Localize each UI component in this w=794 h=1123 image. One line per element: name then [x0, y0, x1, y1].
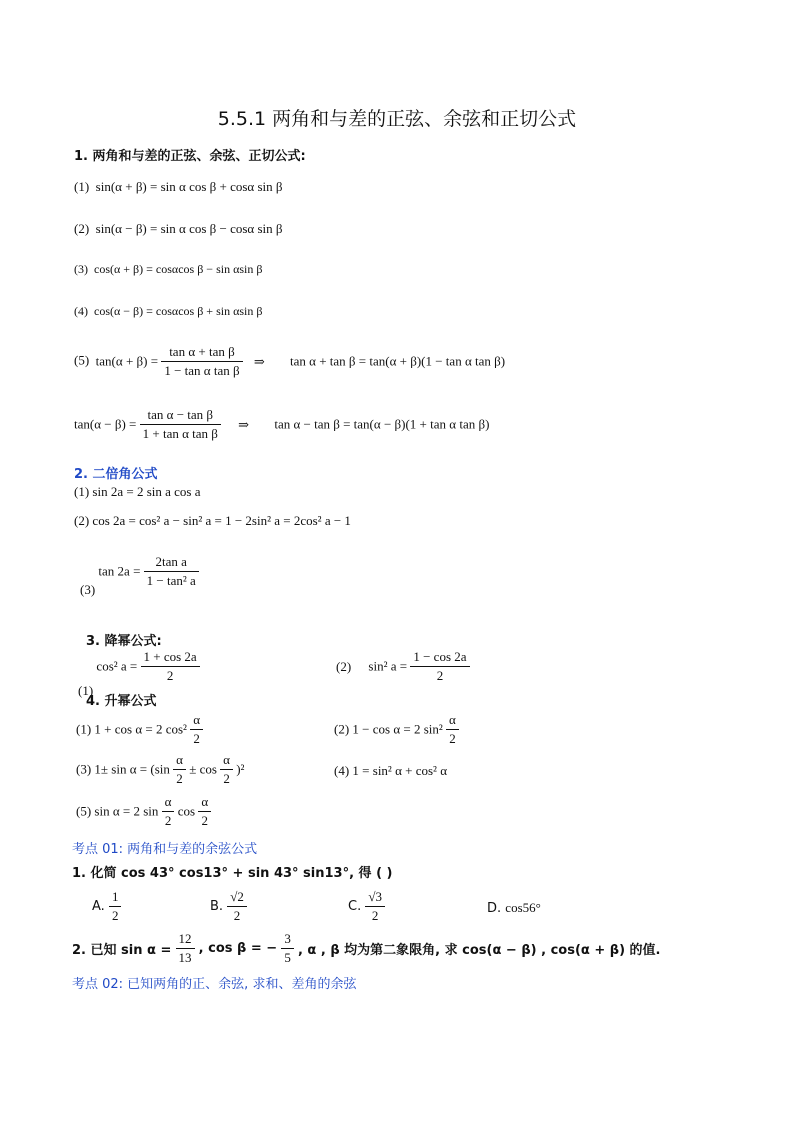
option-a	[92, 888, 121, 925]
numerator: 1	[109, 888, 122, 907]
formula-label: (2)	[74, 513, 90, 528]
denominator: 1 + tan α tan β	[142, 426, 218, 441]
denominator: 2	[233, 908, 241, 923]
formula-text: sin 2a = 2 sin a cos a	[92, 484, 201, 499]
formula-text: )²	[236, 761, 245, 777]
fraction	[140, 406, 221, 443]
numerator: tan α − tan β	[140, 406, 221, 425]
formula-label: (2)	[336, 658, 352, 674]
fraction	[446, 711, 459, 748]
question-text: , cos β = −	[198, 941, 278, 956]
option-b	[210, 888, 247, 925]
formula-label: (2)	[334, 721, 350, 737]
formula-label: (3)	[80, 582, 96, 598]
option-label: B.	[210, 899, 224, 914]
formula-rhs: tan α + tan β = tan(α + β)(1 − tan α tan β)	[290, 353, 506, 369]
option-label: C.	[348, 899, 362, 914]
formula-tan-minus	[74, 406, 489, 443]
option-label: A.	[92, 899, 105, 914]
formula-text: 1± sin α = (sin	[94, 761, 170, 777]
formula-4-2	[334, 711, 459, 748]
formula-text: 1 − cos α = 2 sin²	[352, 721, 443, 737]
fraction	[161, 343, 242, 380]
formula-label: (2)	[74, 221, 90, 236]
fraction	[144, 553, 199, 590]
numerator: √3	[365, 888, 385, 907]
denominator: 2	[223, 771, 230, 786]
kaodian-02-heading: 考点 02: 已知两角的正、余弦, 求和、差角的余弦	[72, 977, 357, 992]
denominator: 2	[164, 813, 172, 828]
formula-3-2	[336, 648, 470, 685]
formula-text: cos(α + β) = cosαcos β − sin αsin β	[94, 262, 263, 276]
formula-text: cos	[177, 803, 196, 819]
denominator: 2	[166, 668, 174, 683]
formula-text: sin α = 2 sin	[94, 803, 159, 819]
denominator: 2	[201, 813, 208, 828]
fraction	[141, 648, 200, 685]
formula-4-5	[76, 793, 211, 830]
formula-2-3	[80, 553, 199, 598]
question-text: 2. 已知 sin α =	[72, 943, 172, 958]
denominator: 2	[176, 771, 183, 786]
question-2	[72, 930, 661, 967]
formula-label: (5)	[76, 803, 92, 819]
fraction	[281, 930, 294, 967]
formula-2-1	[74, 484, 200, 500]
numerator: α	[446, 711, 459, 730]
option-d	[487, 900, 541, 916]
question-1: 1. 化简 cos 43° cos13° + sin 43° sin13°, 得 ( )	[72, 866, 393, 881]
option-c	[348, 888, 385, 925]
formula-text: sin(α − β) = sin α cos β − cosα sin β	[95, 221, 283, 236]
formula-label: (4)	[74, 304, 88, 318]
implies-arrow: ⇒	[238, 416, 250, 432]
formula-text: ± cos	[189, 761, 217, 777]
fraction	[176, 930, 195, 967]
section-4-heading: 4. 升幂公式	[86, 694, 157, 709]
formula-text: cos 2a = cos² a − sin² a = 1 − 2sin² a = 2cos² a − 1	[92, 513, 351, 528]
formula-4-3	[76, 751, 244, 788]
denominator: 5	[284, 950, 291, 965]
formula-text: cos(α − β) = cosαcos β + sin αsin β	[94, 304, 263, 318]
denominator: 2	[193, 731, 200, 746]
numerator: √2	[227, 888, 247, 907]
numerator: α	[198, 793, 211, 812]
section-1-heading: 1. 两角和与差的正弦、余弦、正切公式:	[74, 149, 306, 164]
formula-label: (3)	[76, 761, 92, 777]
denominator: 1 − tan α tan β	[164, 363, 240, 378]
kaodian-01-heading: 考点 01: 两角和与差的余弦公式	[72, 842, 258, 857]
fraction	[220, 751, 233, 788]
formula-text: sin(α + β) = sin α cos β + cosα sin β	[95, 179, 283, 194]
fraction	[173, 751, 186, 788]
formula-text: 1 + cos α = 2 cos²	[94, 721, 187, 737]
formula-4-1	[76, 711, 203, 748]
formula-1-2	[74, 221, 283, 237]
fraction	[227, 888, 247, 925]
formula-label: (1)	[74, 179, 90, 194]
numerator: 12	[176, 930, 195, 949]
implies-arrow: ⇒	[253, 353, 265, 369]
formula-text: 1 = sin² α + cos² α	[352, 763, 448, 778]
fraction	[109, 888, 122, 925]
section-2-heading: 2. 二倍角公式	[74, 467, 158, 482]
numerator: α	[173, 751, 186, 770]
numerator: α	[190, 711, 203, 730]
formula-4-4	[334, 763, 447, 779]
fraction	[365, 888, 385, 925]
numerator: 2tan a	[144, 553, 199, 572]
formula-label: (1)	[78, 683, 94, 699]
formula-lhs: cos² a =	[96, 658, 138, 674]
numerator: α	[220, 751, 233, 770]
denominator: 2	[449, 731, 456, 746]
option-label: D.	[487, 901, 502, 916]
denominator: 2	[111, 908, 119, 923]
formula-label: (1)	[74, 484, 90, 499]
formula-label: (4)	[334, 763, 350, 778]
formula-1-1	[74, 179, 283, 195]
fraction	[162, 793, 175, 830]
formula-label: (3)	[74, 262, 88, 276]
numerator: tan α + tan β	[161, 343, 242, 362]
formula-label: (5)	[74, 352, 90, 368]
formula-label: (1)	[76, 721, 92, 737]
denominator: 2	[371, 908, 379, 923]
formula-1-4	[74, 304, 262, 319]
formula-1-3	[74, 262, 262, 277]
option-value: cos56°	[505, 900, 541, 915]
formula-3-1	[78, 648, 200, 699]
formula-lhs: sin² a =	[368, 658, 408, 674]
formula-lhs: tan(α + β) =	[95, 353, 159, 369]
numerator: 1 + cos 2a	[141, 648, 200, 667]
denominator: 13	[178, 950, 192, 965]
formula-tan-plus	[74, 343, 505, 380]
fraction	[198, 793, 211, 830]
formula-rhs: tan α − tan β = tan(α − β)(1 + tan α tan β)	[274, 416, 490, 432]
formula-lhs: tan(α − β) =	[74, 416, 137, 432]
fraction	[410, 648, 469, 685]
denominator: 2	[436, 668, 444, 683]
fraction	[190, 711, 203, 748]
formula-2-2	[74, 513, 351, 529]
section-3-heading: 3. 降幂公式:	[86, 634, 162, 649]
numerator: 3	[281, 930, 294, 949]
denominator: 1 − tan² a	[146, 573, 196, 588]
page-title: 5.5.1 两角和与差的正弦、余弦和正切公式	[217, 108, 577, 130]
formula-lhs: tan 2a =	[98, 563, 141, 579]
numerator: 1 − cos 2a	[410, 648, 469, 667]
numerator: α	[162, 793, 175, 812]
question-text: , α , β 均为第二象限角, 求 cos(α − β) , cos(α + β) 的值.	[297, 943, 661, 958]
